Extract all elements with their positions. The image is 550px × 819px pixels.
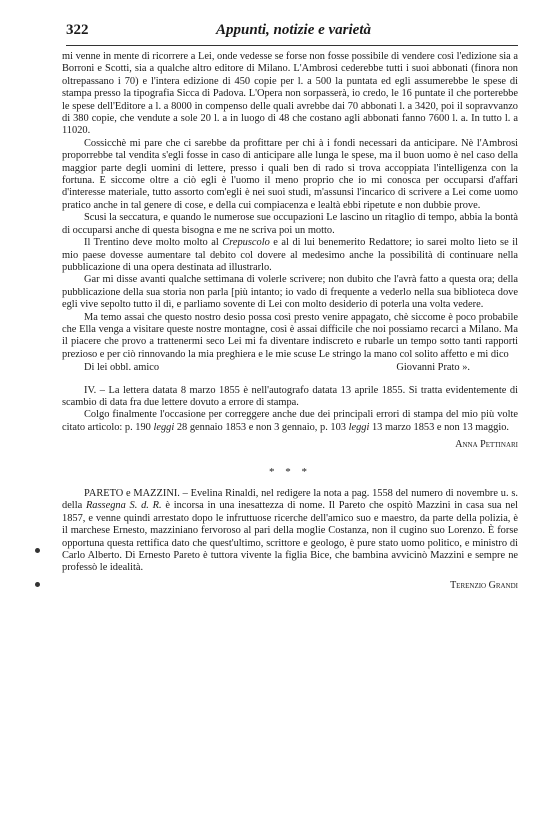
note-pareto-signature: Terenzio Grandi <box>450 579 518 591</box>
section-separator: * * * <box>269 465 311 478</box>
text-run: 13 marzo 1853 e non 13 maggio. <box>369 421 510 433</box>
text-run: Colgo finalmente l'occasione per correggere anche due dei principali errori di stampa del mio più volte citato articolo: p. 190 <box>62 409 518 433</box>
text-run: 28 gennaio 1853 e non 3 gennaio, p. 103 <box>174 421 349 433</box>
italic-title: Rassegna S. d. R. <box>85 500 162 512</box>
page-header <box>66 22 518 42</box>
letter-signer: Giovanni Prato ». <box>396 362 470 374</box>
text-run: Il Trentino deve molto molto al <box>84 237 223 249</box>
page-number: 322 <box>66 22 89 38</box>
italic-word: leggi <box>348 421 370 433</box>
italic-title: Crepuscolo <box>222 237 270 249</box>
letter-paragraph <box>62 237 518 274</box>
margin-dot <box>35 582 40 587</box>
note-pareto-paragraph <box>62 488 518 575</box>
running-title: Appunti, notizie e varietà <box>216 22 372 38</box>
margin-dot <box>35 548 40 553</box>
letter-paragraph: mi venne in mente di ricorrere a Lei, onde vedesse se forse non fosse possibile di vendere così l'edizione sia a Borroni e Scotti, sia a qualche altro editore di Milano. L'Ambrosi cederebbe tutti i suoi abbonati (finora non oltrepassano i 70) e l'intera edizione di 450 copie per l. a 500 la puntata ed egli assumerebbe le spese di stampa presso la tipografia Sicca di Padova. L'Opera non sorpasserà, io credo, le 16 puntate il che porterebbe le spese dell'Editore a l. a 8000 in compenso delle quali avrebbe dai 70 abbonati l. a 3420, poi il sopravvanzo di 380 copie, che vendute a sole 20 l. a in luogo di 48 che costano agli abbonati fanno 7600 l. a. In tutto l. a 11020. <box>62 51 518 137</box>
note-iv-paragraph: IV. – La lettera datata 8 marzo 1855 è nell'autografo datata 13 aprile 1855. Si tratta evidentemente di scambio di data fra due lettere dovuto a errore di stampa. <box>62 384 518 408</box>
text-run: e al di lui benemerito Redattore; io sarei molto lieto se il mio paese dovesse aumentare tal debito col dovere al medesimo anche la possibilità di continuare nella pubblicazione di una opera destinata ad illustrarlo. <box>62 237 518 273</box>
letter-paragraph: Scusi la seccatura, e quando le numerose sue occupazioni Le lascino un ritaglio di tempo, abbia la bontà di occuparsi anche di questa bisogna e me ne scriva poi un motto. <box>62 212 518 236</box>
text-run: – Evelina Rinaldi, nel redigere la nota a pag. 1558 del numero di novembre u. s. della <box>62 488 518 512</box>
note-iv-paragraph <box>62 409 518 434</box>
letter-paragraph: Gar mi disse avanti qualche settimana di volerle scrivere; non dubito che l'avrà fatto a questa ora; della pubblicazione della sua storia non parla [più intanto; io vado di frequente a vederlo nella sua biblioteca dove egli vive sepolto tutto il dì, e parliamo sovente di Lei con molto desiderio di poterla una volta vedere. <box>62 274 518 311</box>
page-body <box>62 51 518 592</box>
note-title: PARETO e MAZZINI. <box>84 488 180 499</box>
text-run: è incorsa in una inesattezza di nome. Il Pareto che ospitò Mazzini in casa sua nel 1857, e venne quindi arrestato dopo le infruttuose ricerche dell'amico suo e maestro, da parte della polizia, è il marchese Ernesto, mazziniano fervoroso al pari della moglie Costanza, non il cugino suo Lorenzo. È forse opportuna questa rettifica dato che quest'ultimo, scrittore e geologo, è pure stato uomo politico, e ministro di Carlo Alberto. Di Ernesto Pareto è tuttora vivente la figlia Bice, che bambina avvicinò Mazzini e sempre ne professò le idealità. <box>62 500 518 574</box>
letter-paragraph: Cossicchè mi pare che ci sarebbe da profittare per chi à i fondi necessari da anticipare. Nè l'Ambrosi proporrebbe tal vendita s'egli fosse in caso di anticipare alle lunga le spese, ma il buon uomo è nel caso della maggior parte degli uomini di lettere, presso i quali ben di rado si trova accoppiata l'intelligenza con la fortuna. E siccome oltre a ciò egli è l'uomo il meno proprio che io mi conosca per occuparsi d'affari d'interesse materiale, tutto assorto com'egli è nei suoi studi, m'assunsi l'incarico di scrivere a Lei come uomo pratico anche in tal genere di cose, e della cui compiacenza e lealtà ebbi ripetute e non dubbie prove. <box>62 137 518 211</box>
note-iv-signature: Anna Pettinari <box>455 439 518 451</box>
header-rule <box>66 45 518 46</box>
letter-paragraph: Ma temo assai che questo nostro desio possa così presto venire appagato, chè siccome è poco probabile che Ella venga a visitare queste nostre montagne, così è assai difficile che noi possiamo recarci a Milano. Ma il piacere che provo a trattenermi seco Lei mi fa diventare indiscreto e rubarle un tempo sotto tanti rapporti prezioso e per ciò rinnovando la mia preghiera e le mie scuse Le stringo la mano col solito affetto e mi dico <box>62 311 518 360</box>
letter-closing <box>62 362 518 374</box>
italic-word: leggi <box>153 421 175 433</box>
closing-line: Di lei obbl. amico <box>84 362 160 374</box>
